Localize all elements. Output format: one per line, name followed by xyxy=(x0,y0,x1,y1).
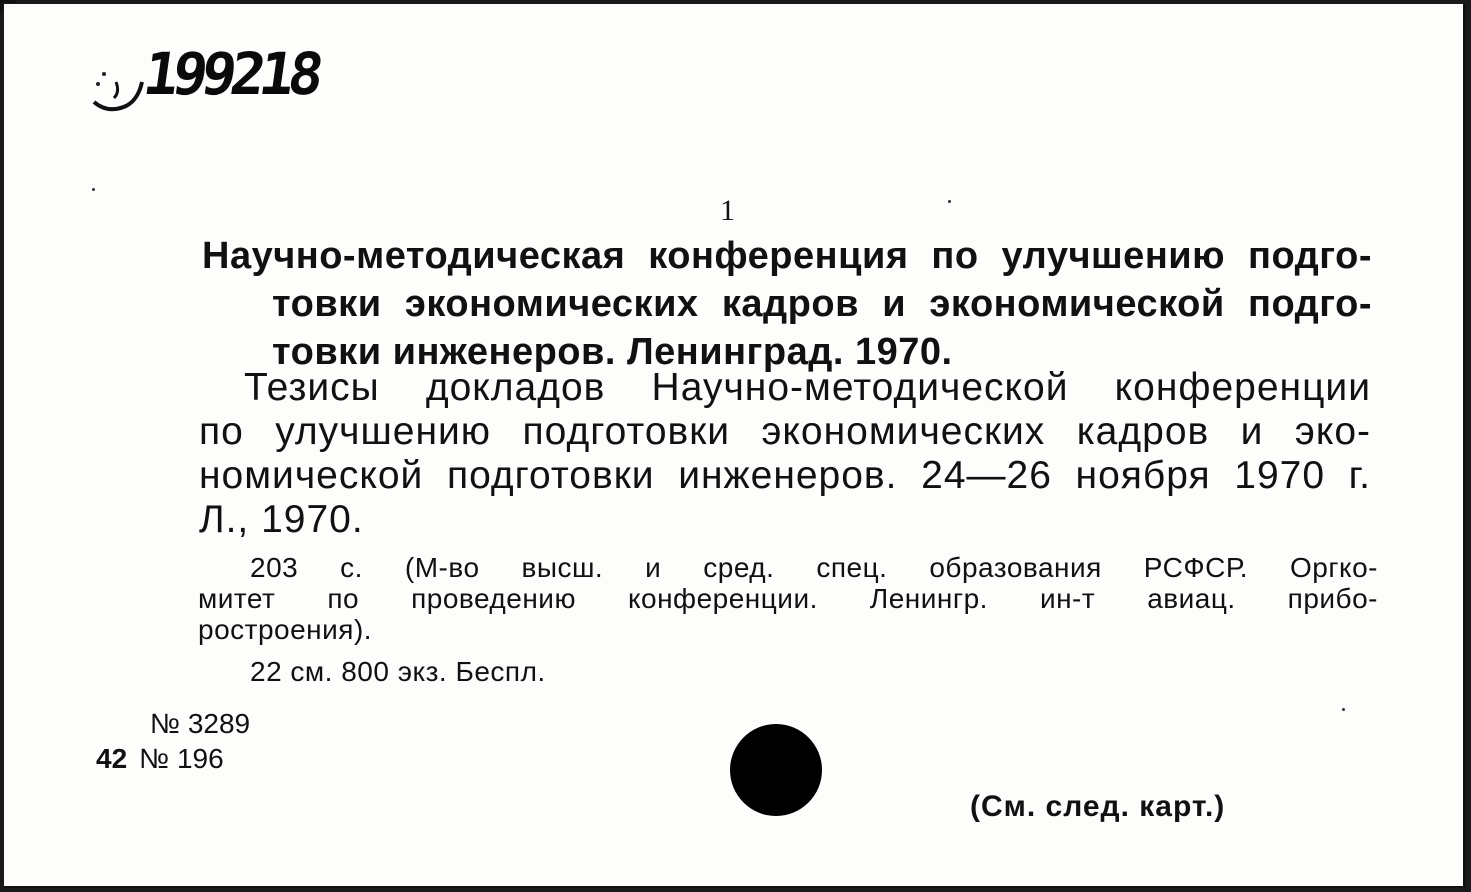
speck xyxy=(948,200,951,203)
heading-line: Научно-методическая конференция по улучшению подго- xyxy=(202,235,1372,277)
shelf-number xyxy=(96,743,224,775)
title-line: Тезисы докладов Научно-методической конференции xyxy=(244,366,1371,409)
title-description xyxy=(199,366,1371,542)
punch-hole xyxy=(730,724,822,816)
shelf-prefix: 42 xyxy=(96,743,128,774)
card-corner-mark xyxy=(0,0,17,13)
catalog-card xyxy=(4,4,1466,888)
title-line: Л., 1970. xyxy=(199,498,364,541)
physical-description: 22 см. 800 экз. Беспл. xyxy=(250,656,546,687)
title-line: по улучшению подготовки экономических кадров и эко- xyxy=(199,410,1371,453)
imprint-line: митет по проведению конференции. Ленингр. ин-т авиац. прибо- xyxy=(198,583,1378,614)
speck xyxy=(92,188,95,191)
title-line: номической подготовки инженеров. 24—26 ноября 1970 г. xyxy=(199,454,1371,497)
heading-line: товки экономических кадров и экономической подго- xyxy=(272,283,1372,325)
continued-note: (См. след. карт.) xyxy=(970,790,1226,823)
heading-line: товки инженеров. Ленинград. 1970. xyxy=(272,331,953,373)
card-sequence-number: 1 xyxy=(720,194,735,227)
imprint-line: 203 с. (М-во высш. и сред. спец. образования РСФСР. Оргко- xyxy=(250,552,1378,583)
imprint-note xyxy=(198,552,1378,645)
speck xyxy=(1342,708,1345,711)
imprint-line: ростроения). xyxy=(198,614,373,645)
handwritten-mark-icon xyxy=(86,62,148,122)
main-heading xyxy=(202,232,1372,376)
shelf-number-value: № 196 xyxy=(139,743,224,774)
accession-number: № 3289 xyxy=(150,708,251,739)
inventory-number: 199218 xyxy=(139,40,323,108)
